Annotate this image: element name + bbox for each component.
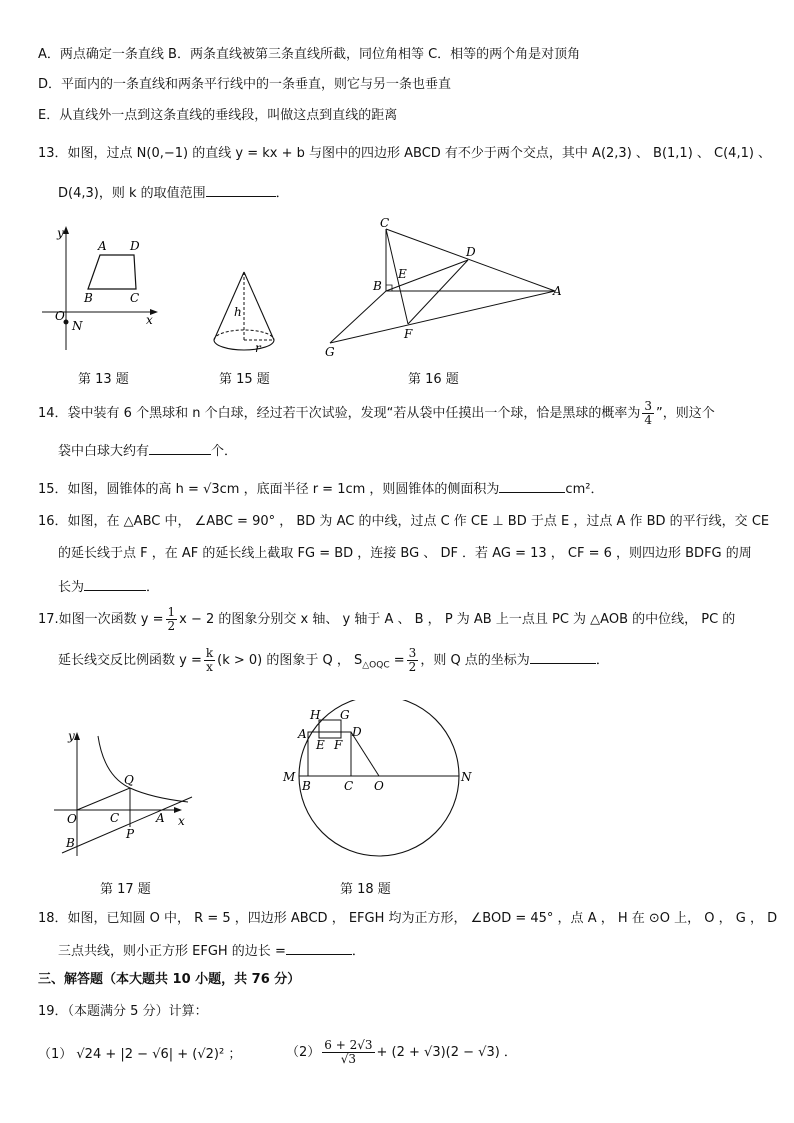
fraction-num: 1 — [167, 605, 176, 619]
q17-end: ． — [595, 653, 609, 668]
cone-base-front — [214, 340, 274, 350]
square-efgh — [319, 720, 341, 738]
label-m: M — [283, 770, 296, 784]
segment-gb — [330, 291, 386, 343]
question-15 — [38, 480, 603, 499]
fraction-den: 2 — [167, 619, 176, 633]
figure-15-cone — [205, 266, 285, 358]
question-16-line1: 16．如图，在 △ABC 中， ∠ABC = 90° ， BD 为 AC 的中线，过点 C 作 CE ⊥ BD 于点 E ，过点 A 作 BD 的平行线，交 CE — [38, 514, 770, 529]
q17-eq: = — [389, 653, 405, 668]
q17-text2-mid: (k > 0) 的图象于 Q ， S — [217, 653, 363, 668]
caption-17: 第 17 题 — [100, 882, 151, 897]
fraction-3-4 — [642, 400, 654, 427]
caption-16: 第 16 题 — [408, 372, 459, 387]
figure-17 — [52, 728, 202, 863]
q14-text-end: ”，则这个 — [655, 406, 715, 421]
option-abc: A．两点确定一条直线 B．两条直线被第三条直线所截，同位角相等 C．相等的两个角是对顶角 — [38, 47, 581, 62]
fraction-den: √3 — [340, 1052, 357, 1066]
fraction-den: 2 — [408, 660, 417, 674]
label-x: x — [146, 313, 153, 327]
label-d: D — [130, 239, 140, 253]
line-ab — [62, 797, 192, 853]
label-d: D — [466, 245, 476, 259]
q15-end: cm²． — [565, 482, 604, 497]
x-axis-arrow — [174, 807, 182, 813]
question-13-line2 — [58, 184, 289, 203]
hyperbola-curve — [98, 736, 188, 802]
q19-2-prefix: （2） — [286, 1045, 321, 1060]
q17-text-cont: x − 2 的图象分别交 x 轴、 y 轴于 A 、 B ， P 为 AB 上一点且 PC 为 △AOB 的中位线， PC 的 — [179, 612, 736, 627]
question-18-line2 — [58, 942, 365, 961]
label-y: y — [57, 226, 64, 240]
question-14-line2 — [58, 442, 237, 461]
label-f: F — [404, 327, 413, 341]
section-3-heading: 三、解答题（本大题共 10 小题，共 76 分） — [38, 972, 301, 987]
y-axis-arrow — [74, 732, 80, 740]
q14-end: 个． — [211, 444, 238, 459]
label-g: G — [340, 708, 350, 722]
answer-blank-14[interactable] — [149, 442, 211, 455]
q14-text: 14．袋中装有 6 个黑球和 n 个白球，经过若干次试验，发现“若从袋中任摸出一个球，恰是黑球的概率为 — [38, 406, 641, 421]
question-17-line2 — [58, 647, 609, 680]
fraction-num: 6 + 2√3 — [324, 1038, 373, 1052]
answer-blank-13[interactable] — [206, 184, 276, 197]
label-c: C — [110, 811, 120, 825]
question-16-line3 — [58, 578, 159, 597]
segment-fd — [408, 260, 468, 324]
quadrilateral-abcd — [88, 255, 136, 289]
label-b: B — [302, 779, 311, 793]
label-n: N — [72, 319, 83, 333]
label-n: N — [461, 770, 472, 784]
q16-end: ． — [146, 580, 160, 595]
label-r: r — [255, 341, 261, 355]
answer-blank-17[interactable] — [530, 651, 596, 664]
label-c: C — [344, 779, 354, 793]
q17-text: 17.如图一次函数 y = — [38, 612, 164, 627]
option-d: D．平面内的一条直线和两条平行线中的一条垂直，则它与另一条也垂直 — [38, 77, 452, 92]
caption-15: 第 15 题 — [219, 372, 270, 387]
label-x: x — [178, 814, 185, 828]
label-c: C — [130, 291, 140, 305]
label-y: y — [68, 729, 75, 743]
label-d: D — [352, 725, 362, 739]
segment-oq — [77, 788, 130, 810]
caption-18: 第 18 题 — [340, 882, 391, 897]
fraction-den: 4 — [644, 413, 652, 427]
label-b: B — [66, 836, 75, 850]
q16-text3: 长为 — [58, 580, 85, 595]
q15-text: 15．如图，圆锥体的高 h = √3cm ，底面半径 r = 1cm ，则圆锥体的侧面积为 — [38, 482, 500, 497]
answer-blank-16[interactable] — [84, 578, 146, 591]
circle-o — [299, 700, 459, 856]
fraction-1-2 — [166, 606, 178, 633]
question-19-part2 — [286, 1038, 517, 1068]
fraction-3-2 — [407, 647, 419, 674]
figure-16 — [320, 214, 570, 360]
caption-13: 第 13 题 — [78, 372, 129, 387]
label-g: G — [325, 345, 335, 359]
question-19: 19．（本题满分 5 分）计算： — [38, 1004, 208, 1019]
label-h: H — [310, 708, 321, 722]
question-13-line1: 13．如图，过点 N(0,−1) 的直线 y = kx + b 与图中的四边形 ABCD 有不少于两个交点，其中 A(2,3) 、 B(1,1) 、 C(4,1) 、 — [38, 146, 772, 161]
figure-13 — [38, 222, 168, 357]
fraction-den: x — [206, 660, 213, 674]
question-16-line2: 的延长线于点 F ，在 AF 的延长线上截取 FG = BD ，连接 BG 、 DF ．若 AG = 13 ， CF = 6 ，则四边形 BDFG 的周 — [58, 546, 752, 561]
q14-text2: 袋中白球大约有 — [58, 444, 150, 459]
label-c: C — [380, 216, 390, 230]
y-axis-arrow — [63, 226, 69, 234]
square-abcd — [308, 732, 351, 776]
q18-text2: 三点共线，则小正方形 EFGH 的边长 = — [58, 944, 286, 959]
q17-text2-post: ，则 Q 点的坐标为 — [420, 653, 530, 668]
label-a: A — [553, 284, 562, 298]
label-o: O — [374, 779, 384, 793]
label-b: B — [84, 291, 93, 305]
fraction-k-x — [204, 647, 215, 674]
question-14-line1 — [38, 400, 715, 427]
segment-ga — [330, 291, 555, 343]
fraction-19-2 — [322, 1039, 374, 1066]
label-o: O — [55, 309, 65, 323]
fraction-num: k — [205, 646, 214, 660]
figure-18 — [278, 700, 478, 865]
label-h: h — [234, 305, 242, 319]
fraction-num: 3 — [408, 646, 417, 660]
option-e: E．从直线外一点到这条直线的垂线段，叫做这点到直线的距离 — [38, 108, 398, 123]
q19-2-post: + (2 + √3)(2 − √3) ． — [376, 1045, 517, 1060]
q13-end: ． — [275, 186, 289, 201]
label-p: P — [126, 827, 135, 841]
q18-end: ． — [351, 944, 365, 959]
q17-subscript: △OQC — [362, 660, 390, 671]
q17-text2: 延长线交反比例函数 y = — [58, 653, 202, 668]
q13-text: D(4,3)，则 k 的取值范围 — [58, 186, 206, 201]
label-q: Q — [124, 773, 134, 787]
answer-blank-18[interactable] — [286, 942, 352, 955]
label-a: A — [298, 727, 307, 741]
question-18-line1: 18．如图，已知圆 O 中， R = 5 ，四边形 ABCD ， EFGH 均为正方形， ∠BOD = 45° ，点 A ， H 在 ⊙O 上， O ， G ， D — [38, 911, 778, 926]
label-b: B — [373, 279, 382, 293]
fraction-num: 3 — [644, 399, 652, 413]
label-f: F — [334, 738, 343, 752]
answer-blank-15[interactable] — [499, 480, 565, 493]
label-e: E — [316, 738, 325, 752]
label-o: O — [67, 812, 77, 826]
question-19-part1: （1） √24 + |2 − √6| + (√2)² ； — [38, 1047, 242, 1062]
label-e: E — [398, 267, 407, 281]
label-a: A — [156, 811, 165, 825]
question-17-line1 — [38, 606, 735, 634]
label-a: A — [98, 239, 107, 253]
